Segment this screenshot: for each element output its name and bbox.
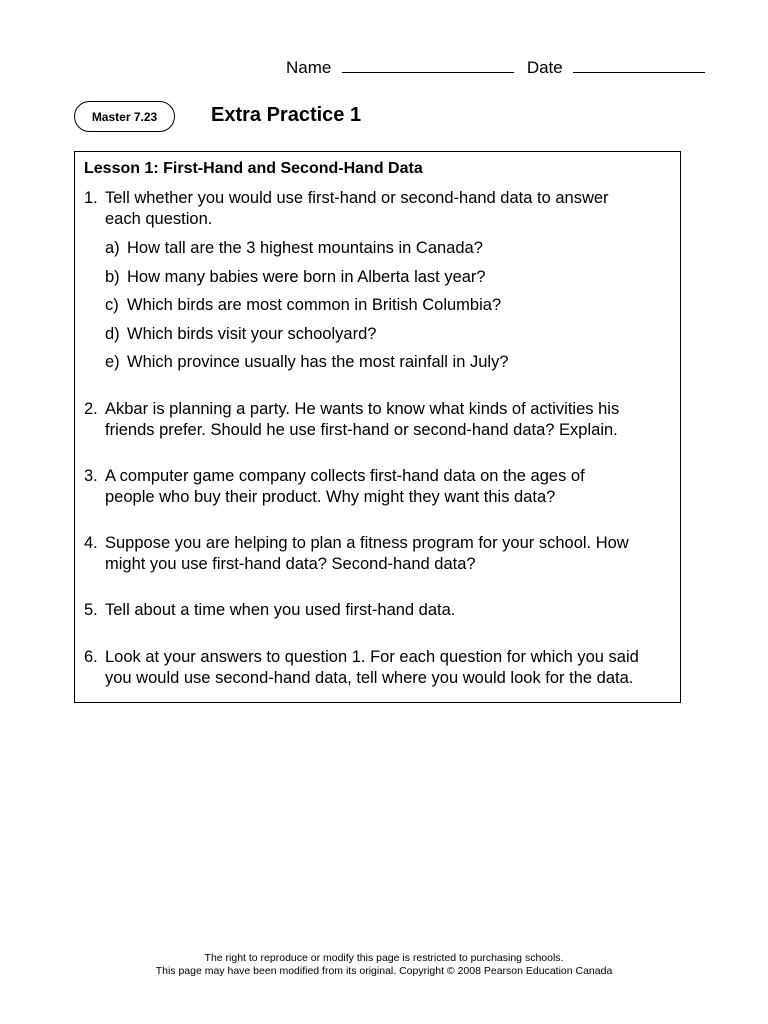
question-line: Tell whether you would use first-hand or second-hand data to answer [105, 189, 609, 207]
question-number: 6. [84, 648, 98, 666]
sub-label: b) [105, 268, 120, 286]
sub-text: How many babies were born in Alberta last year? [127, 268, 486, 286]
copyright-footer [0, 952, 768, 978]
question-line: people who buy their product. Why might they want this data? [105, 488, 556, 506]
date-label: Date [526, 58, 563, 77]
subquestion-b [105, 267, 486, 288]
subquestion-e [105, 352, 509, 373]
sub-label: a) [105, 239, 120, 257]
sub-text: How tall are the 3 highest mountains in Canada? [127, 239, 483, 257]
question-line: might you use first-hand data? Second-hand data? [105, 555, 476, 573]
name-date-row [286, 58, 705, 78]
lesson-heading: Lesson 1: First-Hand and Second-Hand Data [84, 160, 423, 177]
name-label: Name [286, 58, 332, 77]
page-title: Extra Practice 1 [211, 104, 362, 126]
footer-line-2: This page may have been modified from its original. Copyright © 2008 Pearson Education Canada [155, 965, 613, 977]
question-line: Suppose you are helping to plan a fitness program for your school. How [105, 534, 629, 552]
question-number: 5. [84, 601, 98, 619]
name-blank[interactable] [342, 58, 514, 73]
question-number: 1. [84, 189, 98, 207]
sub-label: e) [105, 353, 120, 371]
question-line: each question. [105, 210, 213, 228]
question-line: Tell about a time when you used first-hand data. [105, 601, 456, 619]
sub-text: Which birds visit your schoolyard? [127, 325, 377, 343]
question-line: Akbar is planning a party. He wants to know what kinds of activities his [105, 400, 620, 418]
date-blank[interactable] [573, 58, 705, 73]
subquestion-a [105, 238, 483, 259]
master-label: Master 7.23 [91, 109, 158, 124]
question-line: you would use second-hand data, tell where you would look for the data. [105, 669, 634, 687]
question-line: A computer game company collects first-hand data on the ages of [105, 467, 585, 485]
master-badge [74, 101, 175, 132]
subquestion-c [105, 295, 501, 316]
question-number: 3. [84, 467, 98, 485]
sub-label: c) [105, 296, 119, 314]
subquestion-d [105, 324, 376, 345]
sub-label: d) [105, 325, 120, 343]
sub-text: Which birds are most common in British Columbia? [127, 296, 502, 314]
lesson-box [74, 151, 681, 703]
question-line: friends prefer. Should he use first-hand or second-hand data? Explain. [105, 421, 618, 439]
question-number: 2. [84, 400, 98, 418]
sub-text: Which province usually has the most rainfall in July? [127, 353, 509, 371]
question-line: Look at your answers to question 1. For each question for which you said [105, 648, 639, 666]
question-number: 4. [84, 534, 98, 552]
footer-line-1: The right to reproduce or modify this page is restricted to purchasing schools. [204, 952, 564, 964]
